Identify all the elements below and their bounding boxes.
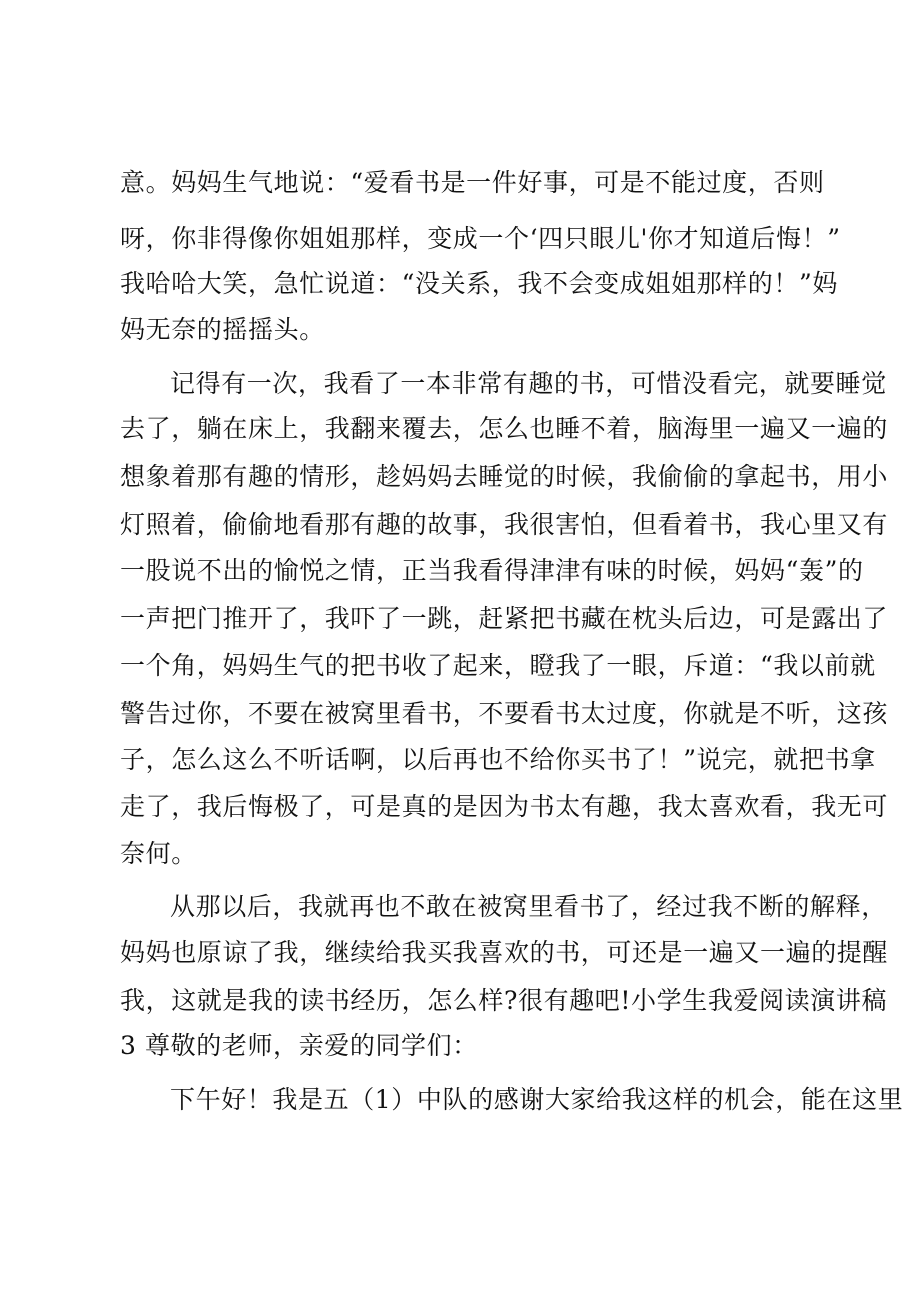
text-line: 3 尊敬的老师，亲爱的同学们： (120, 1031, 478, 1060)
text-line: 我，这就是我的读书经历，怎么样?很有趣吧!小学生我爱阅读演讲稿 (120, 986, 888, 1015)
text-line: 一声把门推开了，我吓了一跳，赶紧把书藏在枕头后边，可是露出了 (120, 604, 889, 633)
text-line: 下午好！我是五（1）中队的感谢大家给我这样的机会，能在这里 (170, 1085, 904, 1114)
text-line: 警告过你，不要在被窝里看书，不要看书太过度，你就是不听，这孩 (120, 699, 889, 728)
text-line: 妈无奈的摇摇头。 (120, 315, 325, 344)
text-line: 一股说不出的愉悦之情，正当我看得津津有味的时候，妈妈“轰”的 (120, 556, 864, 585)
text-line: 奈何。 (120, 839, 197, 868)
text-line: 一个角，妈妈生气的把书收了起来，瞪我了一眼，斥道：“我以前就 (120, 651, 876, 680)
text-line: 我哈哈大笑，急忙说道：“没关系，我不会变成姐姐那样的！”妈 (120, 269, 838, 298)
text-line: 走了，我后悔极了，可是真的是因为书太有趣，我太喜欢看，我无可 (120, 792, 889, 821)
text-line: 呀，你非得像你姐姐那样，变成一个‘四只眼儿'你才知道后悔！” (120, 224, 841, 253)
text-line: 记得有一次，我看了一本非常有趣的书，可惜没看完，就要睡觉 (170, 369, 887, 398)
text-line: 意。妈妈生气地说：“爱看书是一件好事，可是不能过度，否则 (120, 168, 825, 197)
text-line: 灯照着，偷偷地看那有趣的故事，我很害怕，但看着书，我心里又有 (120, 510, 889, 539)
text-line: 去了，躺在床上，我翻来覆去，怎么也睡不着，脑海里一遍又一遍的 (120, 414, 889, 443)
text-line: 子，怎么这么不听话啊，以后再也不给你买书了！”说完，就把书拿 (120, 745, 876, 774)
text-line: 从那以后，我就再也不敢在被窝里看书了，经过我不断的解释， (170, 892, 887, 921)
text-line: 妈妈也原谅了我，继续给我买我喜欢的书，可还是一遍又一遍的提醒 (120, 938, 889, 967)
text-line: 想象着那有趣的情形，趁妈妈去睡觉的时候，我偷偷的拿起书，用小 (120, 462, 889, 491)
